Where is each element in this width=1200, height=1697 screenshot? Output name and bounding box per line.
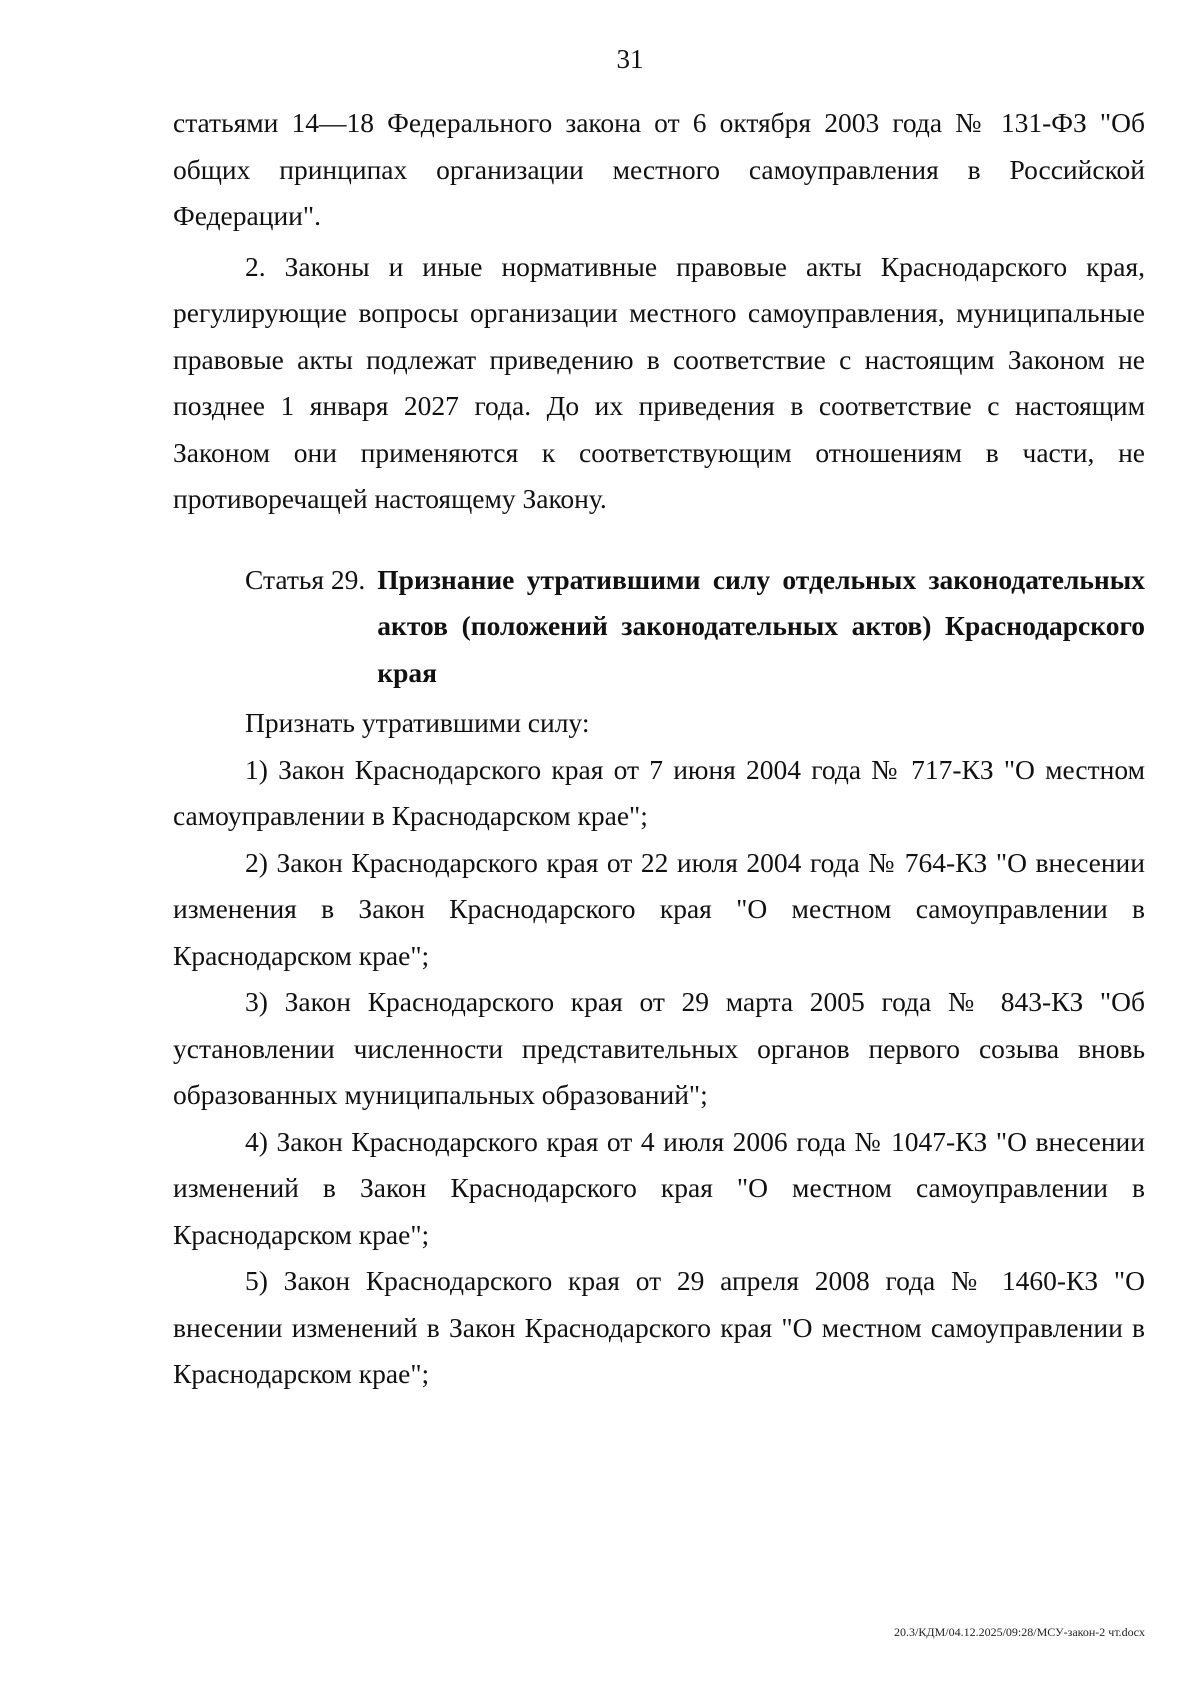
document-body [173,100,1145,1398]
list-item: 3) Закон Краснодарского края от 29 марта 2005 года № 843-КЗ "Об установлении численности представительных органов первого созыва вновь образованных муниципальных образований"; [173,986,1145,1110]
paragraph-continuation: статьями 14—18 Федерального закона от 6 октября 2003 года № 131-ФЗ "Об общих принципах организации местного самоуправления в Российской Федерации". [173,107,1145,231]
list-item: 4) Закон Краснодарского края от 4 июля 2006 года № 1047-КЗ "О внесении изменений в Закон Краснодарского края "О местном самоуправлении в Краснодарском крае"; [173,1125,1145,1250]
list-item: 2) Закон Краснодарского края от 22 июля 2004 года № 764-КЗ "О внесении изменения в Закон Краснодарского края "О местном самоуправлении в Краснодарском крае"; [173,846,1145,971]
list-item: 1) Закон Краснодарского края от 7 июня 2004 года № 717-КЗ "О местном самоуправлении в Краснодарском крае"; [173,753,1145,831]
paragraph-item-2: 2. Законы и иные нормативные правовые акты Краснодарского края, регулирующие вопросы организации местного самоуправления, муниципальные правовые акты подлежат приведению в соответствие с настоящим Законом не позднее 1 января 2027 года. До их приведения в соответствие с настоящим Законом они применяются к соответствующим отношениям в части, не противоречащей настоящему Закону. [173,250,1145,514]
article-intro: Признать утратившими силу: [245,707,590,738]
list-item: 5) Закон Краснодарского края от 29 апреля 2008 года № 1460-КЗ "О внесении изменений в Закон Краснодарского края "О местном самоуправлении в Краснодарском крае"; [173,1265,1145,1389]
article-title: Признание утратившими силу отдельных законодательных актов (положений законодательных актов) Краснодарского края [377,563,1145,688]
file-reference-footer: 20.3/КДМ/04.12.2025/09:28/МСУ-закон-2 чт.docx [894,1625,1145,1639]
article-label: Статья 29. [245,563,366,595]
page-number: 31 [616,44,644,74]
article-heading [173,557,1145,697]
